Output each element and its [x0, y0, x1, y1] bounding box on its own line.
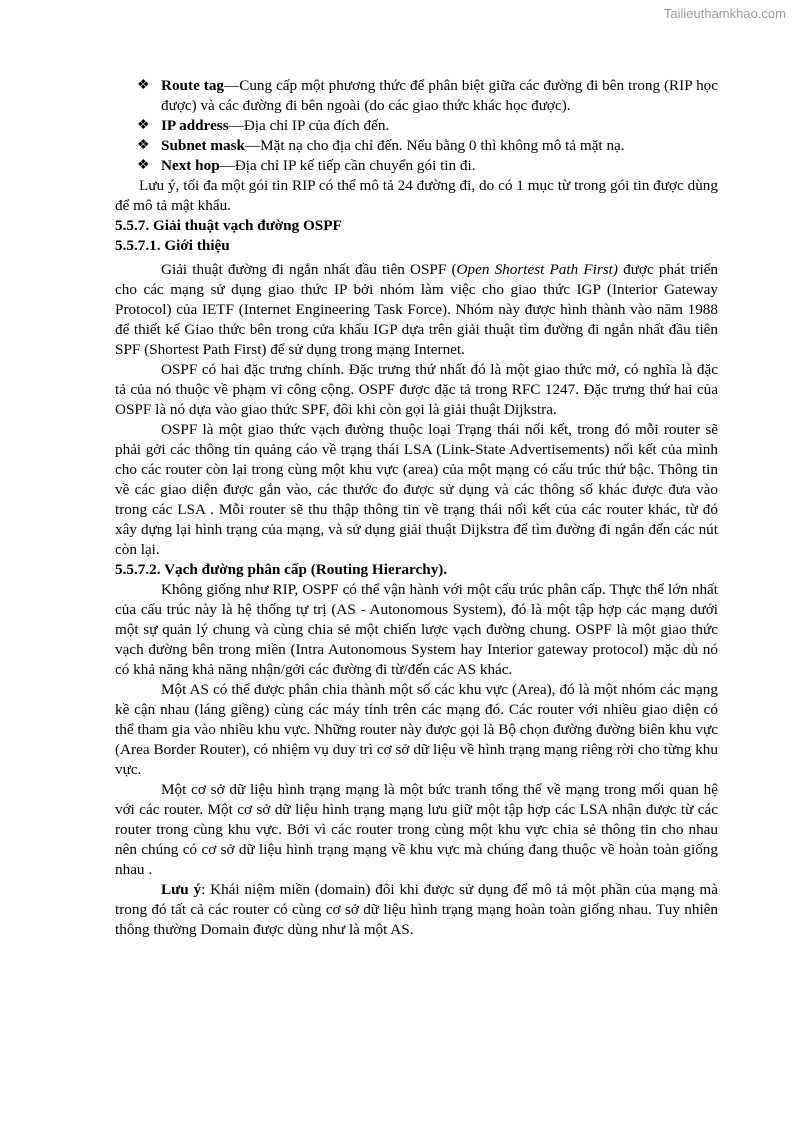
watermark-text: Tailieuthamkhao.com: [663, 6, 786, 21]
note-label: Lưu ý: [161, 881, 202, 898]
intro-paragraph-2: OSPF có hai đặc trưng chính. Đặc trưng thứ nhất đó là một giao thức mở, có nghĩa là đặc tả của nó thuộc về phạm vi công cộng. OSPF được đặc tả trong RFC 1247. Đặc trưng thứ hai của OSPF là nó dựa vào giao thức SPF, đôi khi còn gọi là giải thuật Dijkstra.: [115, 361, 718, 418]
hierarchy-paragraph-3: Một cơ sở dữ liệu hình trạng mạng là một bức tranh tổng thể về mạng trong mối quan hệ với các router. Một cơ sở dữ liệu hình trạng mạng lưu giữ một tập hợp các LSA nhận được từ các router trong cùng khu vực. Bởi vì các router trong cùng một khu vực chia sẻ thông tin cho nhau nên chúng có cơ sở dữ liệu hình trạng mạng về khu vực mà chúng đang thuộc về hoàn toàn giống nhau .: [115, 781, 718, 878]
bullet-term: Subnet mask: [161, 137, 245, 154]
intro-paragraph-3: OSPF là một giao thức vạch đường thuộc loại Trạng thái nối kết, trong đó mỗi router sẽ phải gởi các thông tin quảng cáo về trạng thái LSA (Link-State Advertisements) nối kết của mình cho các router còn lại trong cùng một khu vực (area) của một mạng có cấu trúc thứ bậc. Thông tin về các giao diện được gắn vào, các thước đo được sử dụng và các thông số khác được đưa vào trong các LSA . Mỗi router sẽ thu thập thông tin về trạng thái nối kết của các router khác, từ đó xây dựng lại hình trạng của mạng, và sử dụng giải thuật Dijkstra để tìm đường đi ngắn đến các nút còn lại.: [115, 421, 718, 558]
bullet-next-hop: [115, 156, 718, 176]
intro-paragraph-1: [115, 260, 718, 360]
document-page: [115, 76, 718, 940]
section-heading-5572: 5.5.7.2. Vạch đường phân cấp (Routing Hierarchy).: [115, 561, 448, 578]
bullet-text: —Cung cấp một phương thức để phân biệt giữa các đường đi bên trong (RIP học được) và các đường đi bên ngoài (do các giao thức khác học được).: [161, 77, 719, 114]
bullet-route-tag: [115, 76, 718, 116]
bullet-text: —Mặt nạ cho địa chỉ đến. Nếu bằng 0 thì không mô tả mặt nạ.: [244, 137, 625, 154]
bullet-text: —Địa chỉ IP của đích đến.: [228, 117, 390, 134]
domain-note-paragraph: [115, 880, 718, 940]
section-heading-557: 5.5.7. Giải thuật vạch đường OSPF: [115, 217, 342, 234]
diamond-bullet-icon: ❖: [137, 158, 150, 173]
bullet-term: IP address: [161, 117, 229, 134]
bullet-subnet-mask: [115, 136, 718, 156]
bullet-text: —Địa chỉ IP kế tiếp cần chuyển gói tin đi.: [219, 157, 476, 174]
intro-text-a: Giải thuật đường đi ngắn nhất đầu tiên OSPF (: [161, 261, 457, 278]
note-text: : Khái niệm miền (domain) đôi khi được sử dụng để mô tả một phần của mạng mà trong đó tất cả các router có cùng cơ sở dữ liệu hình trạng mạng hoàn toàn giống nhau. Tuy nhiên thông thường Domain được dùng như là một AS.: [115, 881, 718, 938]
diamond-bullet-icon: ❖: [137, 118, 150, 133]
diamond-bullet-icon: ❖: [137, 138, 150, 153]
rip-note-paragraph: Lưu ý, tối đa một gói tin RIP có thể mô tả 24 đường đi, do có 1 mục từ trong gói tin được dùng để mô tả mật khẩu.: [115, 177, 718, 214]
bullet-ip-address: [115, 116, 718, 136]
bullet-term: Route tag: [161, 77, 225, 94]
diamond-bullet-icon: ❖: [137, 78, 150, 93]
intro-text-b: được phát triển cho các mạng sử dụng giao thức IP bởi nhóm làm việc cho giao thức IGP (Interior Gateway Protocol) của IETF (Internet Engineering Task Force). Nhóm này được hình thành vào năm 1988 để thiết kế Giao thức bên trong cửa khẩu IGP dựa trên giải thuật tìm đường đi ngắn nhất đầu tiên SPF (Shortest Path First) để sử dụng trong mạng Internet.: [115, 261, 718, 358]
hierarchy-paragraph-2: Một AS có thể được phân chia thành một số các khu vực (Area), đó là một nhóm các mạng kề cận nhau (láng giềng) cùng các máy tính trên các mạng đó. Các router với nhiều giao diện có thể tham gia vào nhiều khu vực. Những router này được gọi là Bộ chọn đường đường biên khu vực (Area Border Router), có nhiệm vụ duy trì cơ sở dữ liệu về hình trạng mạng riêng rời cho từng khu vực.: [115, 681, 718, 778]
intro-text-italic: Open Shortest Path First): [456, 261, 618, 278]
bullet-term: Next hop: [161, 157, 220, 174]
hierarchy-paragraph-1: Không giống như RIP, OSPF có thể vận hành với một cấu trúc phân cấp. Thực thể lớn nhất của cấu trúc này là hệ thống tự trị (AS - Autonomous System), đó là một tập hợp các mạng dưới một sự quản lý chung và cùng chia sẻ một chiến lược vạch đường chung. OSPF là một giao thức vạch đường bên trong miền (Intra Autonomous System hay Interior gateway protocol) mặc dù nó có khả năng khả năng nhận/gởi các đường đi từ/đến các AS khác.: [115, 581, 718, 678]
section-heading-5571: 5.5.7.1. Giới thiệu: [115, 237, 230, 254]
